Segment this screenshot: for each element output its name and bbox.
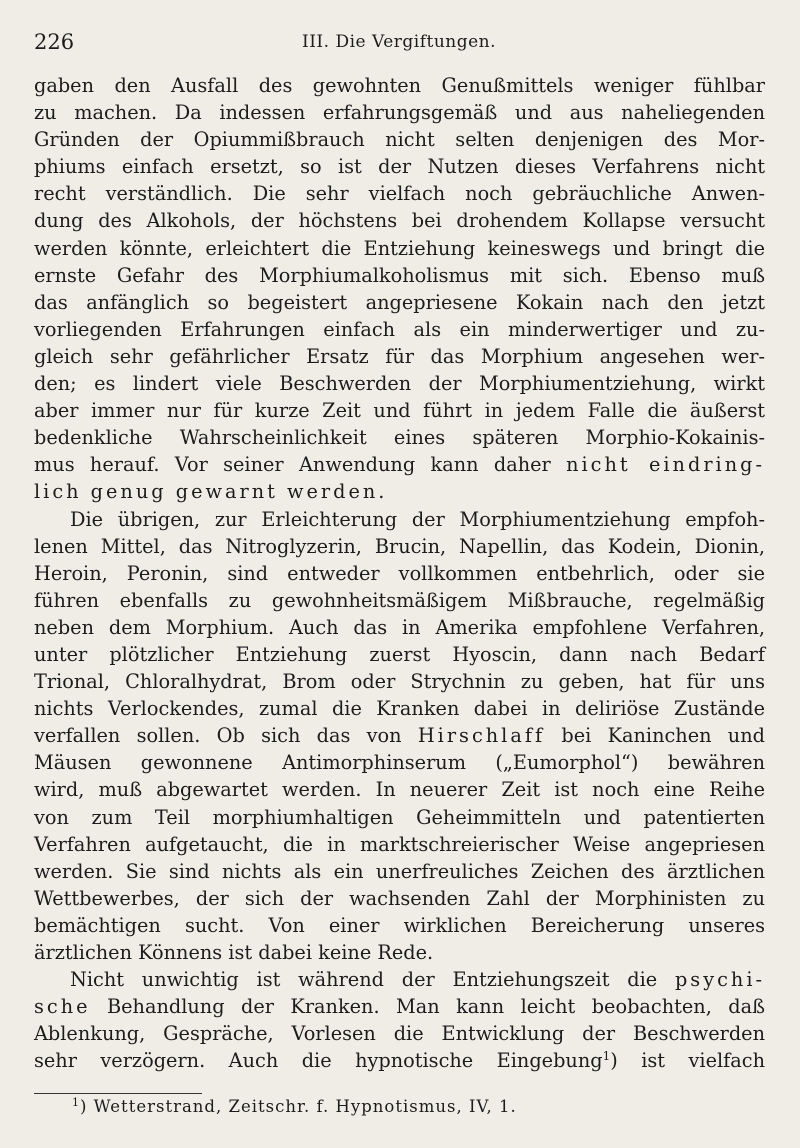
text-line bbox=[34, 370, 765, 397]
text-line bbox=[34, 99, 765, 126]
text-segment: von zum Teil morphiumhaltigen Geheimmitteln und patentierten bbox=[34, 805, 765, 829]
text-line bbox=[34, 939, 765, 966]
text-segment: mus herauf. Vor seiner Anwendung kann daher bbox=[34, 453, 567, 477]
text-line bbox=[34, 776, 765, 803]
text-line bbox=[34, 858, 765, 885]
text-line bbox=[34, 560, 765, 587]
text-line bbox=[34, 912, 765, 939]
text-segment: Nicht unwichtig ist während der Entziehungszeit die bbox=[70, 968, 675, 992]
text-line bbox=[34, 587, 765, 614]
text-segment: Mäusen gewonnene Antimorphinserum („Eumorphol“) bewähren bbox=[34, 751, 765, 775]
text-segment: psychi- bbox=[674, 968, 765, 992]
text-segment: unter plötzlicher Entziehung zuerst Hyoscin, dann nach Bedarf bbox=[34, 642, 765, 666]
text-line bbox=[34, 153, 765, 180]
text-line bbox=[34, 668, 765, 695]
text-segment: sehr verzögern. Auch die hypnotische Eingebung bbox=[34, 1049, 603, 1073]
text-line bbox=[34, 533, 765, 560]
text-line bbox=[34, 126, 765, 153]
text-line bbox=[34, 72, 765, 99]
text-segment: nichts Verlockendes, zumal die Kranken dabei in deliriöse Zustände bbox=[34, 697, 765, 721]
text-segment: nicht eindring- bbox=[566, 453, 765, 477]
footnote bbox=[72, 1097, 517, 1116]
text-segment: wird, muß abgewartet werden. In neuerer Zeit ist noch eine Reihe bbox=[34, 778, 765, 802]
text-segment: ernste Gefahr des Morphiumalkoholismus mit sich. Ebenso muß bbox=[34, 263, 765, 287]
text-segment: Heroin, Peronin, sind entweder vollkommen entbehrlich, oder sie bbox=[34, 561, 765, 585]
running-head: III. Die Vergiftungen. bbox=[302, 32, 497, 52]
paragraph bbox=[34, 966, 765, 1074]
text-segment: verfallen sollen. Ob sich das von bbox=[34, 724, 418, 748]
text-segment: bemächtigen sucht. Von einer wirklichen Bereicherung unseres bbox=[34, 913, 765, 937]
text-segment: lenen Mittel, das Nitroglyzerin, Brucin, Napellin, das Kodein, Dionin, bbox=[34, 534, 765, 558]
text-segment: Trional, Chloralhydrat, Brom oder Strychnin zu geben, hat für uns bbox=[34, 670, 765, 694]
text-segment: den; es lindert viele Beschwerden der Morphiumentziehung, wirkt bbox=[34, 372, 765, 396]
body-text bbox=[34, 72, 765, 1074]
text-line bbox=[34, 831, 765, 858]
text-segment: Wettbewerbes, der sich der wachsenden Zahl der Morphinisten zu bbox=[34, 886, 765, 910]
text-line bbox=[34, 1020, 765, 1047]
text-line bbox=[34, 180, 765, 207]
text-segment: zu machen. Da indessen erfahrungsgemäß und aus naheliegenden bbox=[34, 101, 765, 125]
text-segment: recht verständlich. Die sehr vielfach noch gebräuchliche Anwen- bbox=[34, 182, 765, 206]
paragraph bbox=[34, 506, 765, 967]
text-line bbox=[34, 235, 765, 262]
text-segment: Behandlung der Kranken. Man kann leicht beobachten, daß bbox=[90, 995, 765, 1019]
text-segment: ärztlichen Könnens ist dabei keine Rede. bbox=[34, 941, 434, 964]
paragraph bbox=[34, 72, 765, 506]
text-segment: neben dem Morphium. Auch das in Amerika empfohlene Verfahren, bbox=[34, 615, 765, 639]
text-segment: gleich sehr gefährlicher Ersatz für das Morphium angesehen wer- bbox=[34, 344, 765, 368]
text-line bbox=[34, 804, 765, 831]
page-number: 226 bbox=[34, 30, 75, 54]
text-segment: ) ist vielfach bbox=[610, 1049, 765, 1073]
text-line bbox=[34, 641, 765, 668]
text-line bbox=[34, 424, 765, 451]
text-segment: werden. Sie sind nichts als ein unerfreuliches Zeichen des ärztlichen bbox=[34, 859, 765, 883]
text-segment: Ablenkung, Gespräche, Vorlesen die Entwicklung der Beschwerden bbox=[34, 1022, 765, 1046]
text-line bbox=[34, 1047, 765, 1074]
text-segment: gaben den Ausfall des gewohnten Genußmittels weniger fühlbar bbox=[34, 74, 765, 97]
text-line bbox=[34, 695, 765, 722]
text-segment: das anfänglich so begeistert angepriesene Kokain nach den jetzt bbox=[34, 290, 765, 314]
text-line bbox=[34, 478, 765, 505]
text-segment: sche bbox=[34, 995, 91, 1019]
text-line bbox=[34, 966, 765, 993]
text-line bbox=[34, 262, 765, 289]
text-segment: lich genug gewarnt werden. bbox=[34, 480, 388, 504]
text-line bbox=[34, 316, 765, 343]
text-segment: dung des Alkohols, der höchstens bei drohendem Kollapse versucht bbox=[34, 209, 765, 233]
text-segment: bedenkliche Wahrscheinlichkeit eines späteren Morphio-Kokainis- bbox=[34, 426, 765, 450]
text-segment: Hirschlaff bbox=[417, 724, 546, 748]
text-segment: aber immer nur für kurze Zeit und führt in jedem Falle die äußerst bbox=[34, 399, 765, 423]
text-segment: Gründen der Opiummißbrauch nicht selten denjenigen des Mor- bbox=[34, 128, 765, 152]
text-segment: vorliegenden Erfahrungen einfach als ein minderwertiger und zu- bbox=[34, 317, 765, 341]
text-line bbox=[34, 993, 765, 1020]
text-segment: Die übrigen, zur Erleichterung der Morphiumentziehung empfoh- bbox=[70, 507, 765, 531]
footnote-rule bbox=[34, 1093, 202, 1094]
text-line bbox=[34, 749, 765, 776]
text-line bbox=[34, 614, 765, 641]
text-segment: bei Kaninchen und bbox=[545, 724, 765, 748]
text-line bbox=[34, 289, 765, 316]
text-line bbox=[34, 207, 765, 234]
text-line bbox=[34, 885, 765, 912]
footnote-text: ) Wetterstrand, Zeitschr. f. Hypnotismus, IV, 1. bbox=[80, 1097, 517, 1116]
footnote-reference: 1 bbox=[602, 1049, 611, 1064]
text-line bbox=[34, 722, 765, 749]
text-segment: führen ebenfalls zu gewohnheitsmäßigem Mißbrauche, regelmäßig bbox=[34, 588, 765, 612]
text-line bbox=[34, 451, 765, 478]
text-line bbox=[34, 343, 765, 370]
text-line bbox=[34, 397, 765, 424]
text-segment: werden könnte, erleichtert die Entziehung keineswegs und bringt die bbox=[34, 236, 765, 260]
footnote-marker: 1 bbox=[72, 1096, 80, 1109]
text-segment: Verfahren aufgetaucht, die in marktschreierischer Weise angepriesen bbox=[34, 832, 765, 856]
text-line bbox=[34, 506, 765, 533]
page-header bbox=[34, 30, 764, 64]
text-segment: phiums einfach ersetzt, so ist der Nutzen dieses Verfahrens nicht bbox=[34, 155, 765, 179]
